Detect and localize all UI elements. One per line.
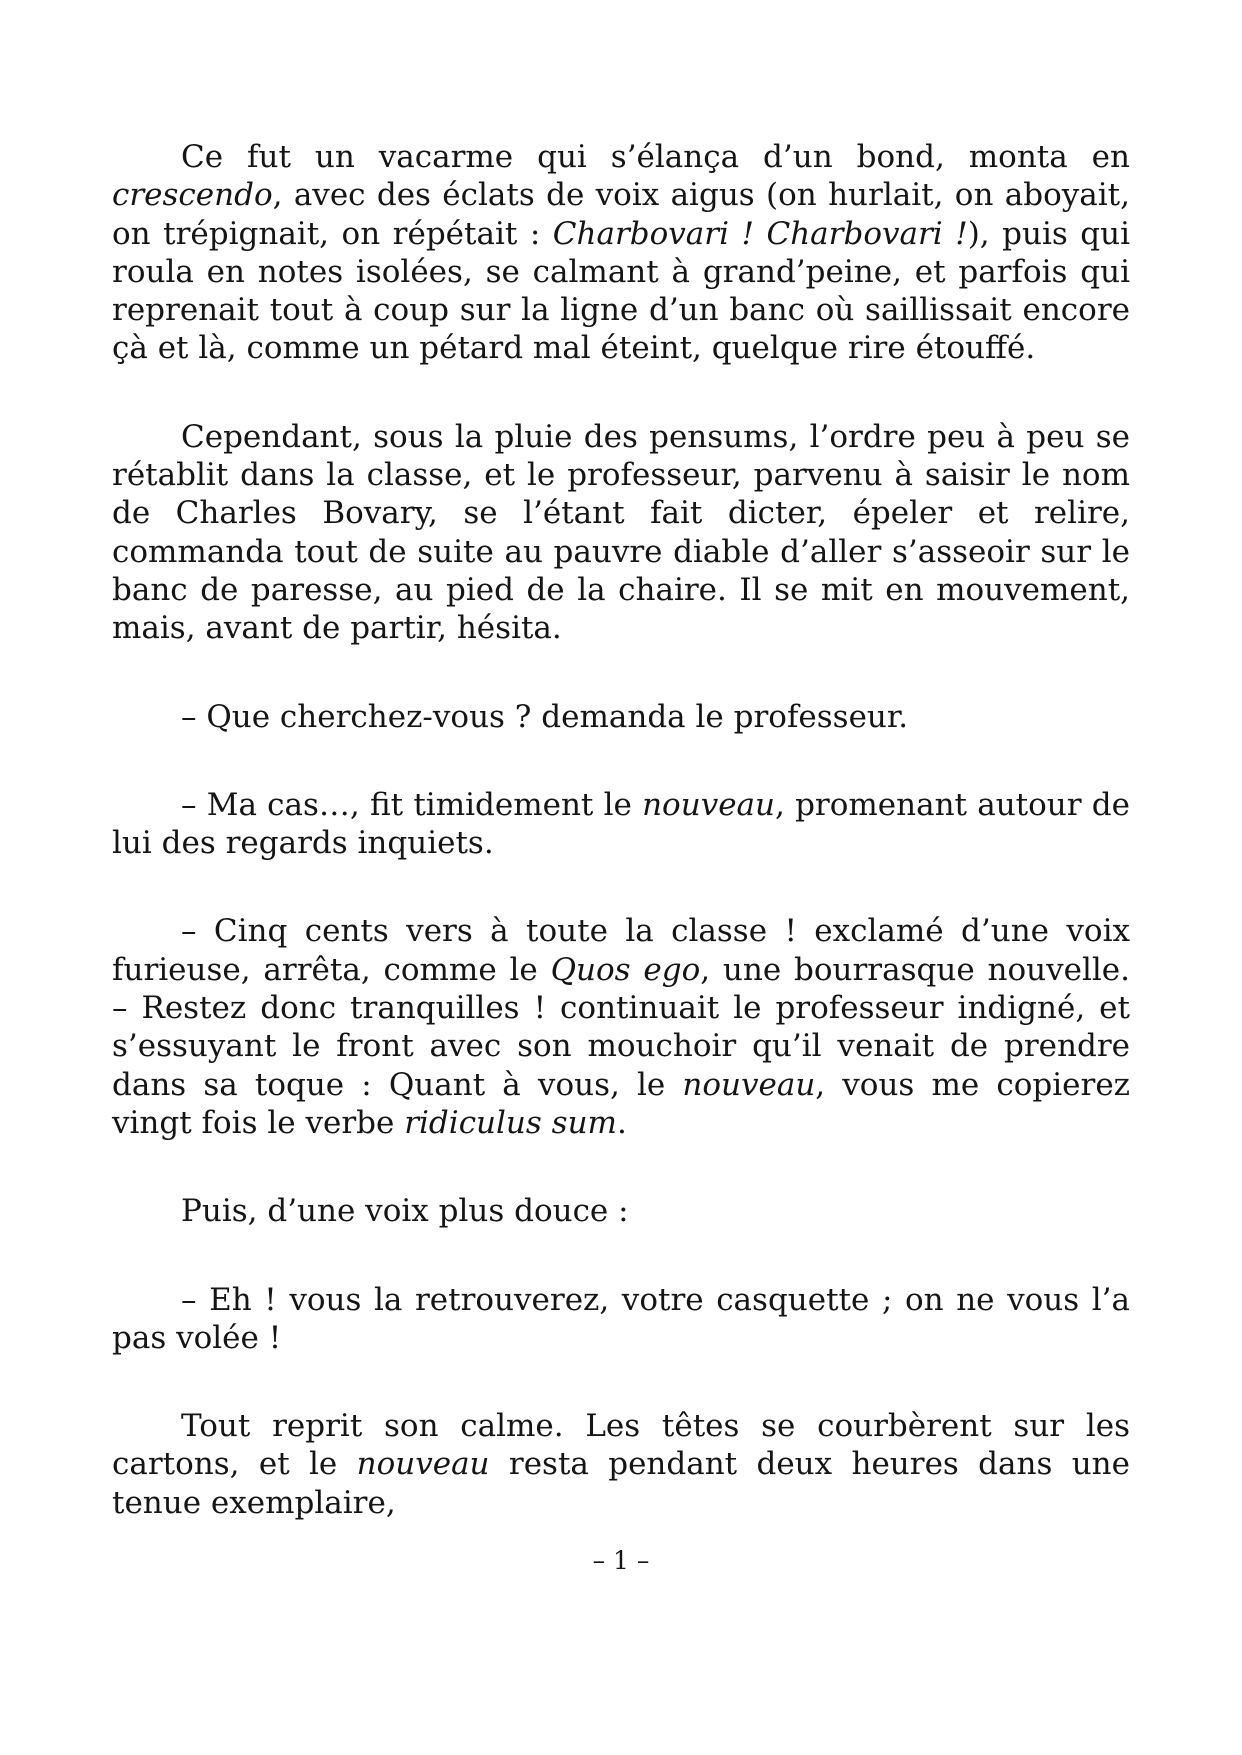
paragraph [112, 698, 1130, 736]
italic-text: Quos ego [550, 951, 701, 988]
text-run: ), puis qui roula en notes isolées, se calmant à grand’peine, et parfois qui reprenait tout à coup sur la ligne d’un banc où saillissait encore çà et là, comme un pétard mal éteint, quelque rire étouffé. [112, 215, 1131, 367]
text-run: , vous me copierez vingt fois le verbe [112, 1066, 1130, 1141]
page-number: – 1 – [592, 1546, 650, 1575]
text-run: – Ma cas…, fit timidement le [181, 786, 643, 823]
italic-text: nouveau [356, 1446, 490, 1483]
text-run: . [616, 1104, 627, 1141]
text-run: , avec des éclats de voix aigus (on hurlait, on aboyait, on trépignait, on répétait : [112, 177, 1130, 252]
paragraph [112, 1407, 1130, 1522]
paragraph [112, 786, 1130, 863]
paragraph [112, 1281, 1130, 1358]
text-run: Puis, d’une voix plus douce : [181, 1193, 629, 1230]
italic-text: nouveau [642, 786, 775, 823]
text-run: Cependant, sous la pluie des pensums, l’ordre peu à peu se rétablit dans la classe, et le professeur, parvenu à saisir le nom de Charles Bovary, se l’étant fait dicter, épeler et relire, commanda tout de suite au pauvre diable d’aller s’asseoir sur le banc de paresse, au pied de la chaire. Il se mit en mouvement, mais, avant de partir, hésita. [112, 418, 1130, 647]
italic-text: ridiculus sum [404, 1104, 617, 1141]
italic-text: Charbovari ! Charbovari ! [552, 215, 968, 252]
paragraph [112, 138, 1130, 368]
text-run: – Eh ! vous la retrouverez, votre casquette ; on ne vous l’a pas volée ! [112, 1281, 1130, 1356]
text-run: Tout reprit son calme. Les têtes se courbèrent sur les cartons, et le [112, 1408, 1130, 1483]
text-run: Ce fut un vacarme qui s’élança d’un bond, monta en [181, 139, 1130, 175]
text-run: , promenant autour de lui des regards inquiets. [112, 786, 1130, 862]
text-run: resta pendant deux heures dans une tenue exemplaire, [112, 1446, 1130, 1521]
text-run: , une bourrasque nouvelle. – Restez donc tranquilles ! continuait le professeur indigné, et s’essuyant le front avec son mouchoir qu’il venait de prendre dans sa toque : Quant à vous, le [112, 951, 1130, 1103]
paragraph [112, 418, 1130, 648]
italic-text: nouveau [682, 1066, 816, 1103]
paragraph [112, 912, 1130, 1142]
text-run: – Que cherchez-vous ? demanda le professeur. [181, 698, 909, 735]
paragraph [112, 1192, 1130, 1230]
text-run: – Cinq cents vers à toute la classe ! exclamé d’une voix furieuse, arrêta, comme le [112, 913, 1130, 988]
body-text [112, 138, 1130, 1572]
italic-text: crescendo [112, 177, 273, 214]
